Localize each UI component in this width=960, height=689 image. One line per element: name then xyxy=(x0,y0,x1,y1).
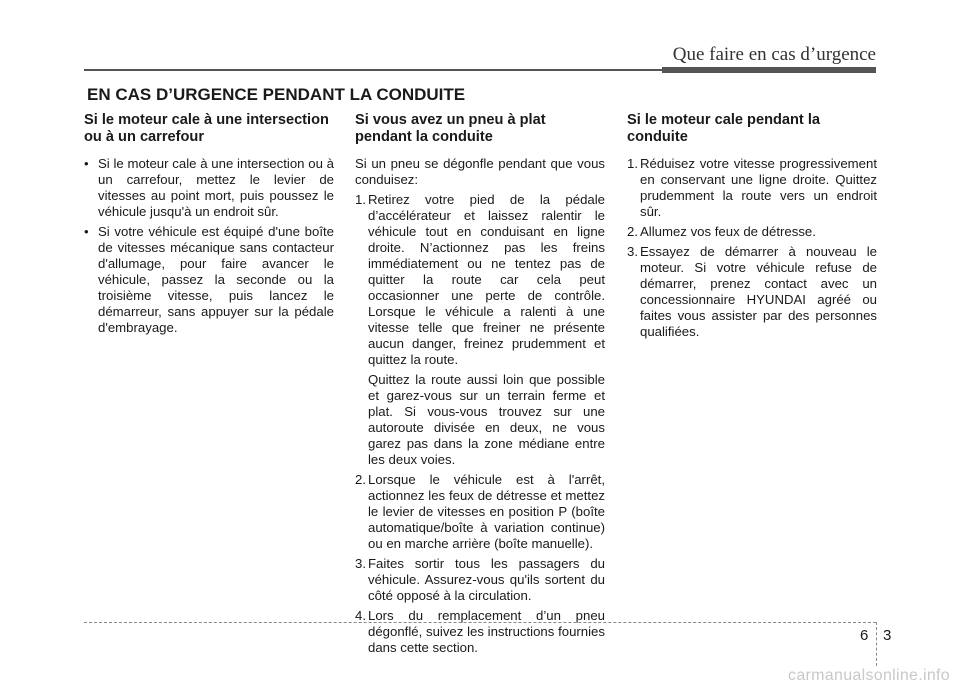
list-item xyxy=(627,224,877,240)
bullet-icon: • xyxy=(84,224,89,239)
bullet-icon: • xyxy=(84,156,89,171)
column-engine-stalls xyxy=(627,112,877,344)
footer-divider xyxy=(876,622,877,666)
chapter-number: 6 xyxy=(860,627,869,644)
engine-stalls-steps xyxy=(627,156,877,340)
step-number: 3. xyxy=(355,556,366,571)
list-item xyxy=(84,156,334,220)
step-extra-text: Quittez la route aussi loin que possible et garez-vous sur un terrain ferme et plat. Si vous-vous trouvez sur une autoroute divisée en deux, ne vous garez pas dans la zone médiane entre les deux voies. xyxy=(368,372,605,467)
step-number: 2. xyxy=(355,472,366,487)
step-number: 4. xyxy=(355,608,366,623)
flat-tire-steps xyxy=(355,192,605,656)
engine-stalls-heading: Si le moteur cale pendant la conduite xyxy=(627,112,821,145)
stalled-intersection-list xyxy=(84,156,334,336)
list-item xyxy=(355,472,605,552)
flat-tire-heading: Si vous avez un pneu à plat pendant la conduite xyxy=(355,112,546,145)
step-text: Faites sortir tous les passagers du véhicule. Assurez-vous qu'ils sortent du côté opposé à la circulation. xyxy=(368,556,605,603)
list-item xyxy=(355,608,605,656)
step-text: Réduisez votre vitesse progressivement en conservant une ligne droite. Quittez prudemment la route vers un endroit sûr. xyxy=(640,156,877,219)
step-number: 1. xyxy=(627,156,638,171)
header-bar xyxy=(662,67,876,73)
list-item-text: Si votre véhicule est équipé d'une boîte de vitesses mécanique sans contacteur d'allumage, pour faire avancer le véhicule, passez la seconde ou la troisième vitesse, puis lancez le démarreur, sans appuyer sur la pédale d'embrayage. xyxy=(98,224,334,335)
footer-rule xyxy=(84,622,876,623)
step-text: Allumez vos feux de détresse. xyxy=(640,224,816,239)
list-item xyxy=(627,156,877,220)
list-item xyxy=(627,244,877,340)
stalled-intersection-heading: Si le moteur cale à une intersection ou à un carrefour xyxy=(84,112,329,145)
step-number: 2. xyxy=(627,224,638,239)
column-stalled-intersection xyxy=(84,112,334,340)
list-item xyxy=(84,224,334,336)
chapter-header-title: Que faire en cas d’urgence xyxy=(672,44,876,65)
list-item xyxy=(355,192,605,468)
column-flat-tire xyxy=(355,112,605,660)
step-text: Lors du remplacement d’un pneu dégonflé, suivez les instructions fournies dans cette section. xyxy=(368,608,605,655)
page-number: 3 xyxy=(883,627,892,644)
flat-tire-intro: Si un pneu se dégonfle pendant que vous conduisez: xyxy=(355,156,605,187)
step-text: Essayez de démarrer à nouveau le moteur. Si votre véhicule refuse de démarrer, prenez contact avec un concessionnaire HYUNDAI agréé ou faites vous assister par des personnes qualifiées. xyxy=(640,244,877,339)
header-rule xyxy=(84,69,662,71)
step-number: 3. xyxy=(627,244,638,259)
step-text: Lorsque le véhicule est à l'arrêt, actionnez les feux de détresse et mettez le levier de vitesses en position P (boîte automatique/boîte à variation continue) ou en marche arrière (boîte manuelle). xyxy=(368,472,605,551)
section-heading: EN CAS D’URGENCE PENDANT LA CONDUITE xyxy=(87,85,466,104)
step-text: Retirez votre pied de la pédale d’accélérateur et laissez ralentir le véhicule tout en conduisant en ligne droite. N’actionnez pas les freins immédiatement ou ne tentez pas de quitter la route car cela peut occasionner une perte de contrôle. Lorsque le véhicule a ralenti à une vitesse telle que freiner ne présente aucun danger, freinez prudemment et quittez la route. xyxy=(368,192,605,367)
list-item-text: Si le moteur cale à une intersection ou à un carrefour, mettez le levier de vitesses au point mort, puis poussez le véhicule jusqu'à un endroit sûr. xyxy=(98,156,334,219)
list-item xyxy=(355,556,605,604)
step-number: 1. xyxy=(355,192,366,207)
watermark: carmanualsonline.info xyxy=(788,667,950,684)
